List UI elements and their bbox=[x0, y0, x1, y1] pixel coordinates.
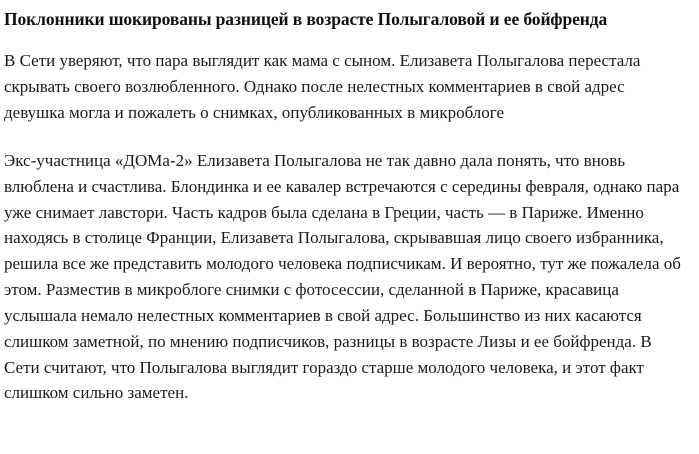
page-title: Поклонники шокированы разницей в возрасте Полыгаловой и ее бойфренда bbox=[4, 9, 608, 29]
article-body-paragraph: Экс-участница «ДОМа-2» Елизавета Полыгалова не так давно дала понять, что вновь влюблена и счастлива. Блондинка и ее кавалер встречаются с середины февраля, однако пара уже снимает лавстори. Часть кадров была сделана в Греции, часть — в Париже. Именно находясь в столице Франции, Елизавета Полыгалова, скрывавшая лицо своего избранника, решила все же представить молодого человека подписчикам. И вероятно, тут же пожалела об этом. Разместив в микроблоге снимки с фотосессии, сделанной в Париже, красавица услышала немало нелестных комментариев в свой адрес. Большинство из них касаются слишком заметной, по мнению подписчиков, разницы в возрасте Лизы и ее бойфренда. В Сети считают, что Полыгалова выглядит гораздо старше молодого человека, и этот факт слишком сильно заметен. bbox=[4, 150, 681, 403]
article-lead-paragraph: В Сети уверяют, что пара выглядит как мама с сыном. Елизавета Полыгалова перестала скрывать своего возлюбленного. Однако после нелестных комментариев в свой адрес девушка могла и пожалеть о снимках, опубликованных в микроблоге bbox=[4, 51, 641, 123]
